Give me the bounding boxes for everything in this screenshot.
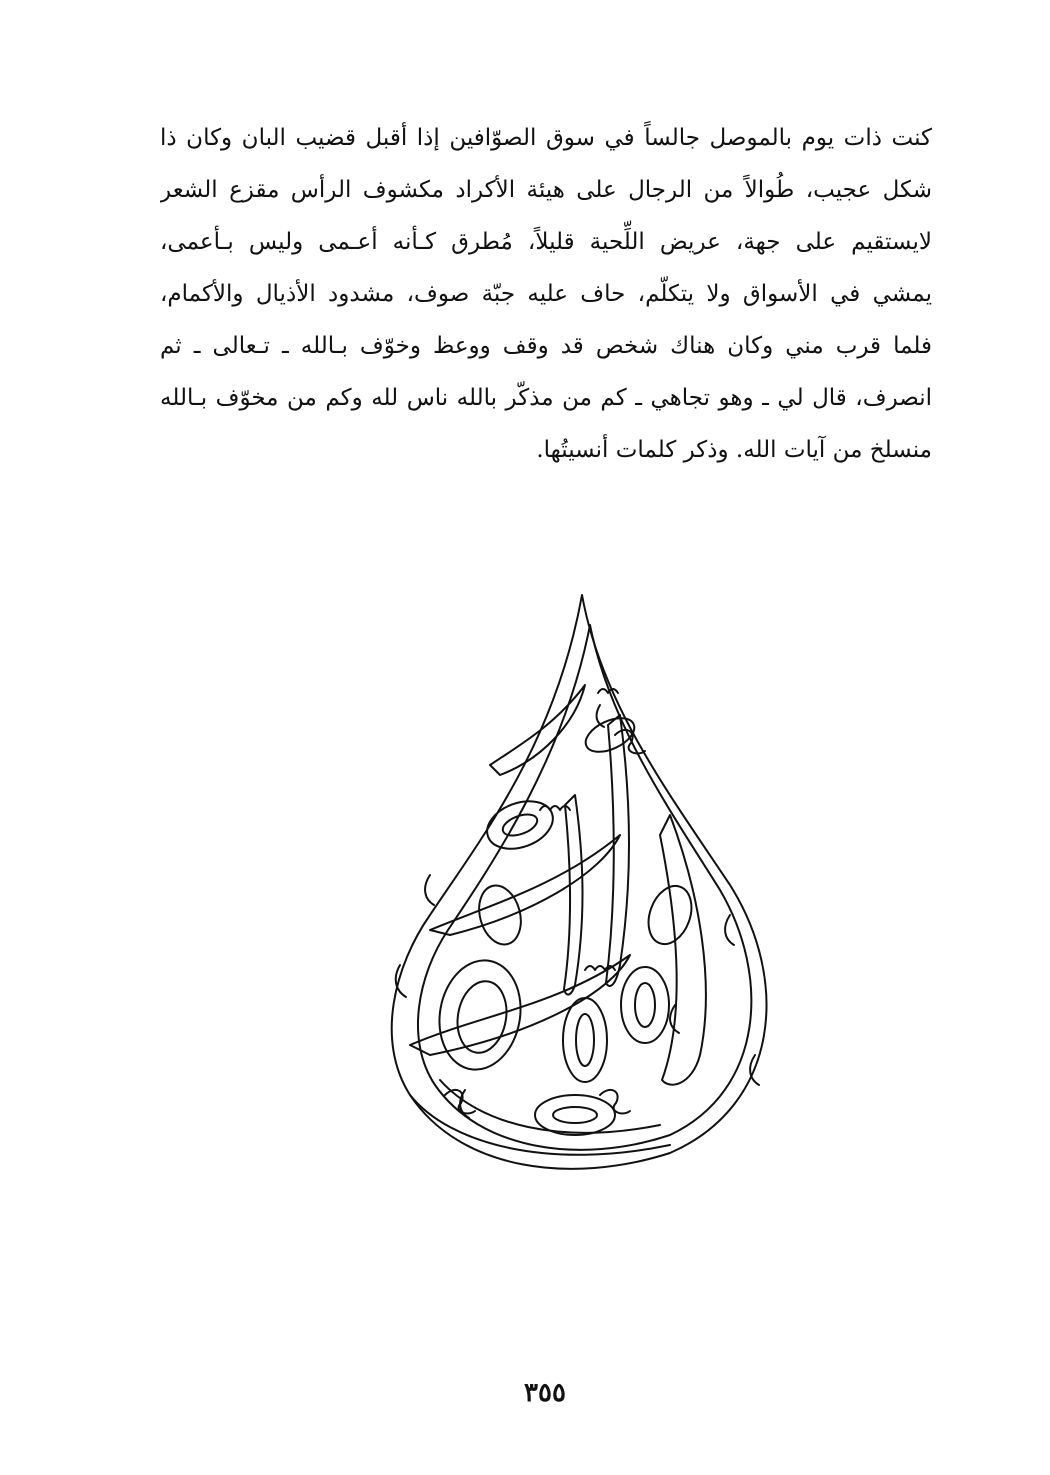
loop-3 — [431, 954, 529, 1076]
loop-7 — [473, 881, 527, 949]
text-line-5: فلما قرب مني وكان هناك شخص قد وقف ووعظ وخوّف بـالله ـ تـعالى ـ ثم — [160, 333, 932, 359]
loop-4 — [621, 967, 669, 1043]
loop-2 — [563, 998, 607, 1082]
mark-1 — [425, 875, 434, 905]
mark-2 — [396, 965, 406, 997]
loop-1 — [481, 793, 560, 858]
mark-3 — [725, 915, 734, 945]
ain-mark-3 — [615, 730, 645, 753]
loop-2-inner — [576, 1014, 594, 1066]
loop-1-inner — [500, 810, 540, 839]
body-paragraph — [160, 112, 932, 476]
loop-4-inner — [635, 983, 655, 1027]
loop-5-inner — [553, 1107, 597, 1123]
drop-outline-outer — [392, 595, 767, 1169]
tail-curve-2 — [440, 1080, 660, 1133]
text-line-6: انصرف، قال لي ـ وهو تجاهي ـ كم من مذكّر بالله ناس لله وكم من مخوّف بـالله — [160, 385, 932, 411]
text-line-3: لايستقيم على جهة، عريض اللِّحية قليلاً، مُطرق كـأنه أعـمى وليس بـأعمى، — [160, 229, 932, 255]
stroke-alif-2 — [564, 795, 583, 995]
text-line-1: كنت ذات يوم بالموصل جالساً في سوق الصوّافين إذا أقبل قضيب البان وكان ذا — [160, 125, 932, 151]
loop-3-inner — [452, 977, 512, 1056]
text-line-2: شكل عجيب، طُوالاً من الرجال على هيئة الأكراد مكشوف الرأس مقزع الشعر — [160, 177, 932, 203]
page-number: ٣٥٥ — [524, 1378, 566, 1408]
blade-1 — [430, 835, 620, 935]
calligraphy-drop-emblem — [370, 585, 810, 1175]
text-line-4: يمشي في الأسواق ولا يتكلّم، حاف عليه جبّة صوف، مشدود الأذيال والأكمام، — [160, 281, 932, 307]
text-line-7: منسلخ من آيات الله. وذكر كلمات أنسيتُها. — [536, 437, 932, 463]
loop-5 — [535, 1095, 615, 1135]
drop-outline-inner — [418, 625, 751, 1150]
